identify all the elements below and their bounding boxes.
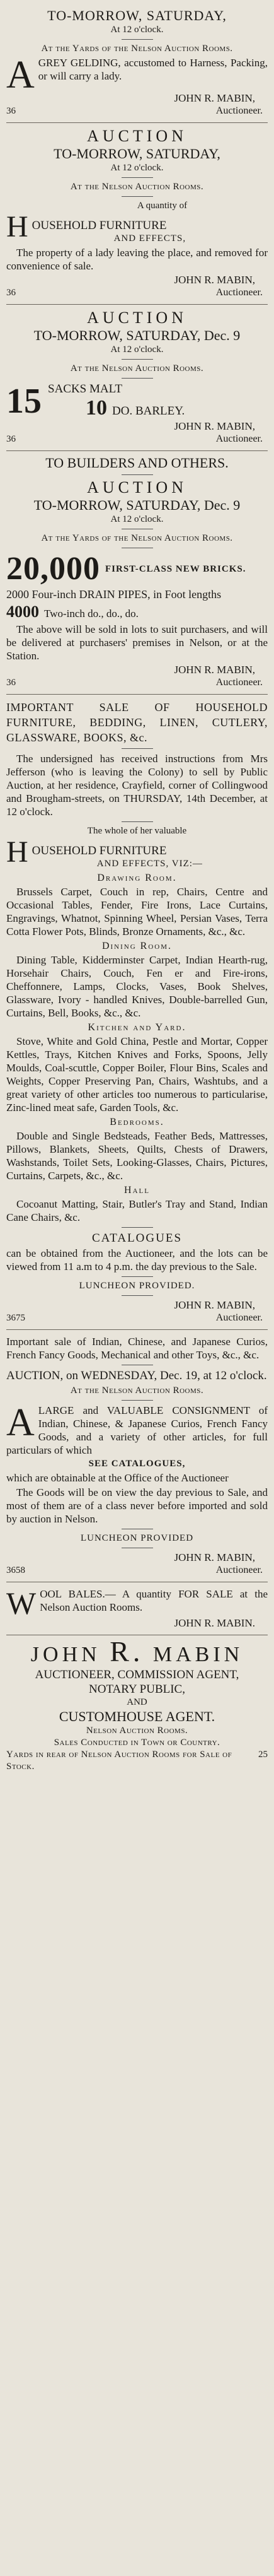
drop-cap: A — [6, 54, 35, 97]
section-heading: Drawing Room. — [97, 873, 177, 883]
ad-main-heading — [6, 212, 268, 245]
section-heading: Dining Room. — [101, 941, 173, 951]
ad-body-text: LARGE and VALUABLE CONSIGNMENT of Indian, Chinese, & Japanese Curios, French Fancy Goods, and a variety of other articles, for full particulars of which — [6, 1404, 268, 1456]
drop-cap: A — [6, 1401, 35, 1444]
ad-body — [6, 1585, 268, 1621]
ad-number: 3658 — [6, 1565, 25, 1575]
ad-number: 36 — [6, 106, 16, 116]
ad-title: AUCTION — [87, 309, 187, 327]
ad-venue: At the Yards of the Nelson Auction Rooms. — [41, 533, 233, 543]
ad-title: Important sale of Indian, Chinese, and Japanese Curios, French Fancy Goods, Mechanical and other Toys, &c., &c. — [6, 1336, 268, 1361]
ad-body — [6, 54, 268, 97]
ad-venue: At the Yards of the Nelson Auction Rooms. — [41, 44, 233, 54]
ad-number: 25 — [258, 1750, 268, 1760]
role: Auctioneer. — [215, 1312, 263, 1323]
card-name — [6, 1635, 268, 1667]
card-line: AUCTIONEER, COMMISSION AGENT, — [35, 1668, 239, 1681]
ad-body: The above will be sold in lots to suit purchasers, and will be delivered at purchasers' premises in Nelson, or at the Station. — [6, 623, 268, 662]
ad-intro: The undersigned has received instructions from Mrs Jefferson (who is leaving the Colony) to sell by Public Auction, at her residence, Crayfield, corner of Collingwood and Brougham-streets, on THURSDAY, 14th December, at 12 o'clock. — [6, 753, 268, 818]
ad-number: 36 — [6, 678, 16, 688]
signature: JOHN R. MABIN. — [174, 1617, 255, 1629]
lot-line-3 — [6, 603, 268, 621]
ad-headline: TO-MORROW, SATURDAY, Dec. 9 — [33, 497, 241, 513]
ad-title: AUCTION — [87, 478, 187, 497]
divider — [122, 821, 153, 822]
ad-lead: A quantity of — [137, 201, 188, 211]
ad-time: At 12 o'clock. — [110, 163, 164, 173]
card-name-first: JOHN — [30, 1643, 101, 1666]
ad-venue: At the Nelson Auction Rooms. — [70, 1385, 204, 1396]
ad-body — [6, 1401, 268, 1457]
lot-line: 2000 Four-inch DRAIN PIPES, in Foot lengths — [6, 588, 222, 601]
divider — [122, 39, 153, 40]
signature: JOHN R. MABIN, — [174, 92, 255, 104]
signature: JOHN R. MABIN, — [174, 274, 255, 286]
ad-bricks — [6, 451, 268, 695]
ad-time: At 12 o'clock. — [110, 25, 164, 35]
ad-important-sale — [6, 695, 268, 1330]
ad-indian-curios — [6, 1330, 268, 1582]
signature: JOHN R. MABIN, — [174, 1551, 255, 1563]
signature: JOHN R. MABIN, — [174, 420, 255, 432]
section-body: Double and Single Bedsteads, Feather Beds, Mattresses, Pillows, Blankets, Sheets, Quilts, Chests of Drawers, Washstands, Toilet Sets, Looking-Glasses, Chairs, Pictures, Curtains, Carpets, &c., &c. — [6, 1130, 268, 1182]
section-body: Cocoanut Matting, Stair, Butler's Tray and Stand, Indian Cane Chairs, &c. — [6, 1198, 268, 1223]
card-name-initial: R. — [110, 1635, 144, 1667]
divider — [122, 1400, 153, 1401]
card-line: CUSTOMHOUSE AGENT. — [59, 1709, 215, 1724]
ad-main-text: OUSEHOLD FURNITURE — [31, 844, 167, 857]
ad-body-text: GREY GELDING, accustomed to Harness, Packing, or will carry a lady. — [38, 57, 268, 82]
ad-heading: TO BUILDERS AND OTHERS. — [45, 455, 229, 471]
section-heading: Bedrooms. — [110, 1117, 164, 1127]
luncheon-note: LUNCHEON PROVIDED. — [79, 1281, 195, 1291]
lot-quantity-3: 4000 — [6, 603, 39, 621]
lot-item: FIRST-CLASS NEW BRICKS. — [105, 564, 246, 574]
card-line: NOTARY PUBLIC, — [89, 1683, 185, 1696]
ad-title: AUCTION — [87, 127, 187, 145]
ad-time: At 12 o'clock. — [110, 514, 164, 524]
divider — [122, 196, 153, 197]
ad-time: At 12 o'clock. — [110, 344, 164, 355]
card-name-last: MABIN — [152, 1643, 244, 1666]
ad-main-heading — [6, 837, 268, 870]
ad-sub: AND EFFECTS, — [113, 233, 186, 244]
ad-number: 36 — [6, 434, 16, 444]
section-heading: Kitchen and Yard. — [88, 1022, 186, 1033]
luncheon-note: LUNCHEON PROVIDED — [80, 1533, 194, 1543]
role: Auctioneer. — [215, 105, 263, 116]
lot-quantity: 20,000 — [6, 551, 100, 587]
section-body: Stove, White and Gold China, Pestle and Mortar, Copper Kettles, Trays, Kitchen Knives and Forks, Spoons, Jelly Moulds, Coal-scuttle, Copper Boiler, Flour Bins, Scales and Weights, Copper Preserving Pan, Chairs, Washtubs, and a great variety of other articles too numerous to particularise, Zinc-lined meat safe, Garden Tools, &c. — [6, 1035, 268, 1114]
divider — [122, 1276, 153, 1277]
card-line: Yards in rear of Nelson Auction Rooms for Sale of Stock. — [6, 1750, 232, 1772]
ad-venue: At the Nelson Auction Rooms. — [70, 182, 204, 192]
ad-wool-bales — [6, 1582, 268, 1635]
see-catalogues: SEE CATALOGUES, — [88, 1459, 186, 1469]
ad-headline: TO-MORROW, SATURDAY, — [47, 8, 227, 23]
ad-household-furniture — [6, 123, 268, 305]
divider — [122, 177, 153, 178]
role: Auctioneer. — [215, 287, 263, 298]
role: Auctioneer. — [215, 1565, 263, 1575]
divider — [122, 1295, 153, 1296]
drop-cap: H — [6, 210, 28, 244]
drop-cap: W — [6, 1585, 37, 1621]
ad-grey-gelding — [6, 4, 268, 123]
section-body: Dining Table, Kidderminster Carpet, Indian Hearth-rug, Horsehair Chairs, Couch, Fen er and Fire-irons, Cheffonnere, Lamps, Clocks, Vases, Book Shelves, Glassware, Ivory - handled Knives, Double-barrelled Gun, Curtains, Bell, Books, &c., &c. — [6, 954, 268, 1019]
lot-item: SACKS MALT — [48, 382, 123, 396]
divider — [122, 1227, 153, 1228]
ad-number: 36 — [6, 288, 16, 298]
ad-lead: The whole of her valuable — [87, 826, 187, 836]
lot-item-3: Two-inch do., do., do. — [44, 608, 139, 620]
ad-main-text: OUSEHOLD FURNITURE — [31, 219, 167, 232]
ad-headline: TO-MORROW, SATURDAY, Dec. 9 — [33, 327, 241, 343]
ad-venue: At the Nelson Auction Rooms. — [70, 363, 204, 373]
card-line: AND — [127, 1697, 147, 1707]
ad-number: 3675 — [6, 1313, 25, 1323]
role: Auctioneer. — [215, 677, 263, 688]
divider — [122, 359, 153, 360]
divider — [122, 378, 153, 379]
ad-business-card — [6, 1635, 268, 1778]
card-line: Nelson Auction Rooms. — [86, 1726, 188, 1736]
catalogues-heading: CATALOGUES — [91, 1232, 183, 1245]
ad-body: The property of a lady leaving the place, and removed for convenience of sale. — [6, 247, 268, 272]
see-catalogues-note: which are obtainable at the Office of the Auctioneer — [6, 1472, 229, 1484]
signature: JOHN R. MABIN, — [174, 1299, 255, 1311]
malt-lot — [6, 382, 268, 420]
ad-body-text: OOL BALES.— A quantity FOR SALE at the Nelson Auction Rooms. — [40, 1588, 268, 1613]
drop-cap: H — [6, 835, 28, 869]
lot-quantity: 15 — [6, 381, 42, 421]
lot-quantity-2: 10 — [86, 396, 107, 420]
ad-body-2: The Goods will be on view the day previous to Sale, and most of them are of a class never before imported and sold by auction in Nelson. — [6, 1486, 268, 1525]
ad-title: IMPORTANT SALE OF HOUSEHOLD FURNITURE, BEDDING, LINEN, CUTLERY, GLASSWARE, BOOKS, &c. — [6, 701, 268, 744]
signature: JOHN R. MABIN, — [174, 664, 255, 676]
lot-item-2: DO. BARLEY. — [112, 404, 185, 418]
section-heading: Hall — [124, 1185, 150, 1196]
ad-headline: AUCTION, on WEDNESDAY, Dec. 19, at 12 o'clock. — [6, 1369, 267, 1382]
section-body: Brussels Carpet, Couch in rep, Chairs, Centre and Occasional Tables, Fender, Fire Irons, Lace Curtains, Engravings, Whatnot, Spinning Wheel, Persian Vases, Terra Cotta Flower Pots, Blinds, Bronze Ornaments, &c., &c. — [6, 886, 268, 938]
ad-sub: AND EFFECTS, VIZ:— — [96, 859, 203, 869]
divider — [122, 474, 153, 475]
divider — [122, 748, 153, 749]
catalogues-body: can be obtained from the Auctioneer, and the lots can be viewed from 11 a.m to 4 p.m. the day previous to the Sale. — [6, 1247, 268, 1273]
ad-headline: TO-MORROW, SATURDAY, — [54, 146, 220, 162]
ad-malt-barley — [6, 305, 268, 451]
role: Auctioneer. — [215, 433, 263, 444]
bricks-lot — [6, 551, 268, 587]
card-line: Sales Conducted in Town or Country. — [54, 1738, 220, 1748]
